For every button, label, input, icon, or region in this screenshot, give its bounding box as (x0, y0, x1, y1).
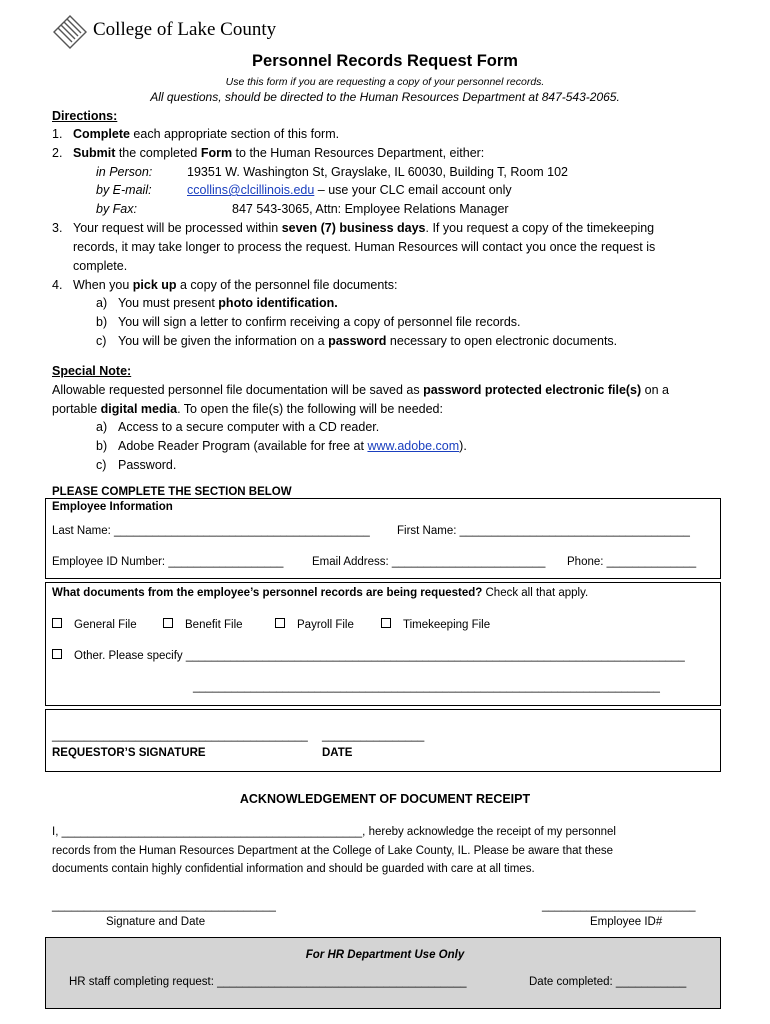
college-logo-icon (52, 14, 88, 50)
ack-employee-id-label: Employee ID# (590, 916, 663, 928)
step-bold: password (328, 334, 387, 348)
note-text: on a (641, 383, 669, 397)
step-text: each appropriate section of this form. (129, 127, 340, 141)
option-label: Benefit File (185, 619, 243, 631)
employee-id-field[interactable]: Employee ID Number: __________________ (52, 556, 284, 568)
in-person-label: in Person: (96, 165, 153, 179)
ack-signature-line[interactable]: ___________________________________ (52, 900, 276, 912)
payroll-file-option[interactable] (275, 618, 354, 631)
checkbox[interactable] (163, 618, 173, 628)
step-number: 2. (52, 146, 63, 160)
question-text: Check all that apply. (482, 587, 589, 599)
documents-question (52, 587, 588, 599)
requestor-signature-label: REQUESTOR’S SIGNATURE (52, 747, 206, 759)
step-3 (52, 219, 655, 238)
note-text: Allowable requested personnel file documentation will be saved as (52, 383, 424, 397)
email-note: – use your CLC email account only (314, 183, 512, 197)
note-text: . To open the file(s) the following will be needed: (177, 402, 443, 416)
note-b (118, 437, 467, 456)
step-bold: photo identification. (218, 296, 338, 310)
ack-signature-label: Signature and Date (106, 916, 206, 928)
step-text: . If you request a copy of the timekeeping (425, 221, 655, 235)
step-text: necessary to open electronic documents. (386, 334, 618, 348)
special-note-line-2 (52, 400, 443, 419)
adobe-link[interactable]: www.adobe.com (367, 439, 460, 453)
other-specify-field[interactable]: Other. Please specify ______________________________________________________________________________ (74, 650, 685, 662)
other-specify-line-2[interactable]: _________________________________________________________________________ (193, 681, 660, 693)
step-text: a copy of the personnel file documents: (176, 278, 398, 292)
step-1 (52, 125, 340, 144)
fax-label: by Fax: (96, 202, 137, 216)
checkbox[interactable] (275, 618, 285, 628)
step-bold: Form (200, 146, 233, 160)
date-line[interactable]: ________________ (322, 730, 425, 742)
step-4c-letter: c) (96, 334, 107, 348)
step-4c (118, 332, 617, 351)
step-4 (52, 276, 398, 295)
email-field[interactable]: Email Address: ________________________ (312, 556, 546, 568)
step-text: the completed (115, 146, 201, 160)
form-subtitle: Use this form if you are requesting a copy of your personnel records. (225, 76, 545, 88)
step-text: to the Human Resources Department, either: (232, 146, 485, 160)
step-4a (118, 294, 338, 313)
note-bold: digital media (100, 402, 178, 416)
contact-note: All questions, should be directed to the Human Resources Department at 847-543-2065. (150, 90, 620, 104)
note-text: ). (459, 439, 467, 453)
note-bold: password protected electronic file(s) (423, 383, 642, 397)
step-text: When you (73, 278, 133, 292)
step-bold: seven (7) business days (281, 221, 426, 235)
note-c-letter: c) (96, 458, 107, 472)
note-a: Access to a secure computer with a CD reader. (118, 420, 380, 434)
step-number: 4. (52, 278, 63, 292)
note-text: Adobe Reader Program (available for free at (118, 439, 368, 453)
option-label: Timekeeping File (403, 619, 491, 631)
note-text: portable (52, 402, 101, 416)
college-name: College of Lake County (93, 19, 277, 40)
step-bold: Submit (73, 146, 116, 160)
ack-employee-id-line[interactable]: ________________________ (542, 900, 696, 912)
note-a-letter: a) (96, 420, 108, 434)
ack-line-2: records from the Human Resources Department at the College of Lake County, IL. Please be aware that these (52, 845, 614, 857)
step-4b-letter: b) (96, 315, 108, 329)
step-3-line-2: records, it may take longer to process the request. Human Resources will contact you once the request is (73, 240, 656, 254)
step-text: Your request will be processed within (73, 221, 282, 235)
email-line (187, 181, 512, 200)
section-heading: PLEASE COMPLETE THE SECTION BELOW (52, 486, 292, 498)
checkbox[interactable] (52, 649, 62, 659)
date-completed-field[interactable]: Date completed: ___________ (529, 976, 687, 988)
phone-field[interactable]: Phone: ______________ (567, 556, 697, 568)
timekeeping-file-option[interactable] (381, 618, 490, 631)
option-label: General File (74, 619, 137, 631)
step-4a-letter: a) (96, 296, 108, 310)
last-name-field[interactable]: Last Name: ________________________________________ (52, 525, 370, 537)
employee-info-heading: Employee Information (52, 501, 173, 513)
date-label: DATE (322, 747, 353, 759)
note-c: Password. (118, 458, 177, 472)
step-number: 3. (52, 221, 63, 235)
step-text: You must present (118, 296, 219, 310)
email-link[interactable]: ccollins@clcillinois.edu (187, 183, 315, 197)
hr-staff-field[interactable]: HR staff completing request: _______________________________________ (69, 976, 467, 988)
special-note-line-1 (52, 381, 669, 400)
email-label: by E-mail: (96, 183, 152, 197)
hr-use-only-heading: For HR Department Use Only (305, 949, 465, 961)
question-bold: What documents from the employee’s personnel records are being requested? (52, 587, 483, 599)
ack-line-3: documents contain highly confidential information and should be guarded with care at all times. (52, 863, 535, 875)
hr-use-only-box (45, 937, 721, 1009)
step-2 (52, 144, 485, 163)
benefit-file-option[interactable] (163, 618, 243, 631)
requestor-signature-line[interactable]: ________________________________________ (52, 730, 308, 742)
checkbox[interactable] (381, 618, 391, 628)
checkbox[interactable] (52, 618, 62, 628)
other-option[interactable] (52, 649, 685, 662)
directions-heading: Directions: (52, 109, 118, 123)
step-3-line-3: complete. (73, 259, 128, 273)
step-4b: You will sign a letter to confirm receiving a copy of personnel file records. (118, 315, 521, 329)
step-bold: Complete (73, 127, 130, 141)
in-person-address: 19351 W. Washington St, Grayslake, IL 60030, Building T, Room 102 (187, 165, 569, 179)
first-name-field[interactable]: First Name: ____________________________________ (397, 525, 690, 537)
option-label: Payroll File (297, 619, 354, 631)
step-number: 1. (52, 127, 63, 141)
acknowledgement-heading: ACKNOWLEDGEMENT OF DOCUMENT RECEIPT (239, 792, 531, 806)
step-bold: pick up (132, 278, 177, 292)
special-note-heading: Special Note: (52, 364, 132, 378)
ack-line-1: I, _______________________________________________, hereby acknowledge the receipt of my personnel (52, 826, 616, 838)
fax-value: 847 543-3065, Attn: Employee Relations Manager (232, 202, 509, 216)
note-b-letter: b) (96, 439, 108, 453)
general-file-option[interactable] (52, 618, 137, 631)
step-text: You will be given the information on a (118, 334, 329, 348)
form-title: Personnel Records Request Form (252, 52, 518, 70)
